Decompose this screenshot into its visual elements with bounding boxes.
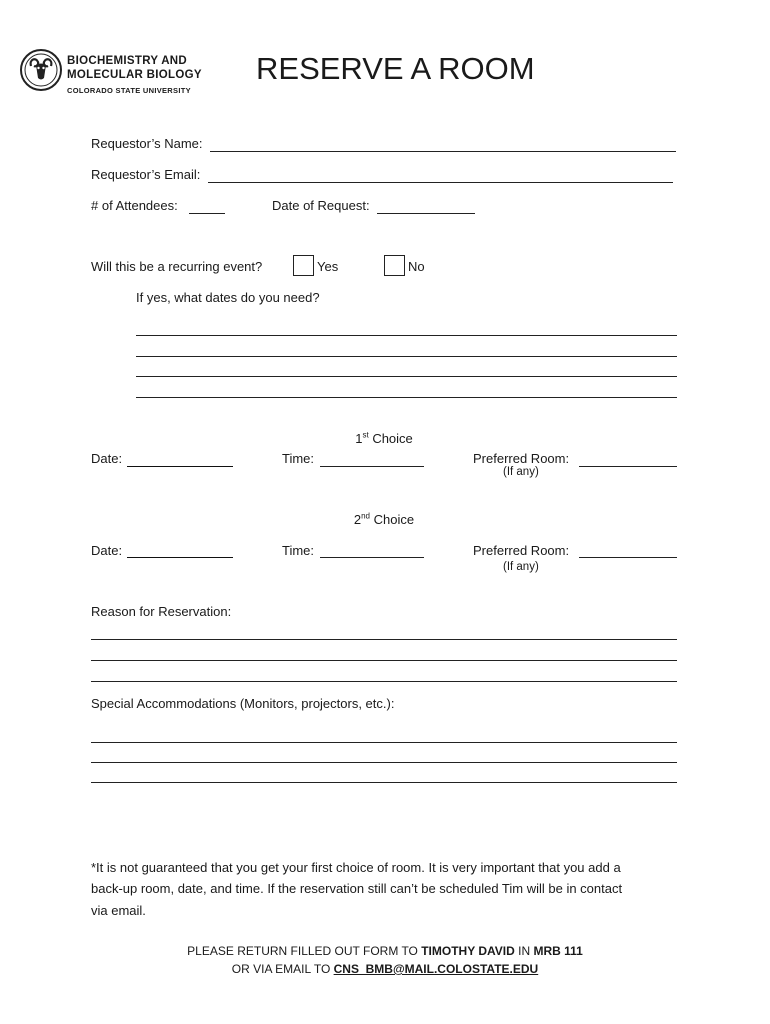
contact-name: TIMOTHY DAVID — [421, 944, 515, 958]
second-choice-room-label: Preferred Room: — [473, 543, 570, 558]
first-choice-if-any: (If any) — [503, 466, 539, 478]
special-accommodations-line[interactable] — [91, 762, 677, 763]
reason-label: Reason for Reservation: — [91, 604, 232, 619]
logo-line-2: MOLECULAR BIOLOGY — [67, 69, 202, 81]
recurring-dates-line[interactable] — [136, 335, 677, 336]
second-choice-date-line[interactable] — [127, 557, 233, 558]
first-choice-heading — [334, 431, 434, 446]
first-choice-room-label: Preferred Room: — [473, 451, 570, 466]
note-line-3: via email. — [91, 903, 146, 918]
requestor-email-line[interactable] — [208, 182, 673, 183]
return-prefix: PLEASE RETURN FILLED OUT FORM TO — [187, 944, 422, 958]
first-choice-suffix: st — [362, 430, 369, 440]
recurring-dates-line[interactable] — [136, 397, 677, 398]
recurring-dates-prompt: If yes, what dates do you need? — [136, 290, 320, 305]
second-choice-time-line[interactable] — [320, 557, 424, 558]
email-prefix: OR VIA EMAIL TO — [231, 962, 334, 976]
reason-line[interactable] — [91, 660, 677, 661]
email-instructions — [0, 962, 770, 976]
recurring-dates-line[interactable] — [136, 376, 677, 377]
first-choice-date-line[interactable] — [127, 466, 233, 467]
page-title: RESERVE A ROOM — [256, 51, 535, 86]
no-checkbox[interactable] — [384, 255, 405, 276]
requestor-name-label: Requestor’s Name: — [91, 136, 203, 151]
yes-checkbox[interactable] — [293, 255, 314, 276]
recurring-dates-line[interactable] — [136, 356, 677, 357]
requestor-email-label: Requestor’s Email: — [91, 167, 201, 182]
date-of-request-label: Date of Request: — [272, 198, 370, 213]
reason-line[interactable] — [91, 681, 677, 682]
date-of-request-line[interactable] — [377, 213, 475, 214]
second-choice-suffix: nd — [361, 511, 371, 521]
first-choice-ordinal: 1 — [355, 431, 363, 446]
second-choice-date-label: Date: — [91, 543, 123, 558]
return-mid: IN — [514, 944, 534, 958]
contact-room: MRB 111 — [533, 944, 583, 958]
second-choice-if-any: (If any) — [503, 561, 539, 573]
first-choice-time-line[interactable] — [320, 466, 424, 467]
note-line-2: back-up room, date, and time. If the reservation still can’t be scheduled Tim will be in contact — [91, 881, 623, 896]
second-choice-ordinal: 2 — [353, 512, 362, 527]
yes-label: Yes — [317, 259, 339, 274]
first-choice-time-label: Time: — [282, 451, 315, 466]
reason-line[interactable] — [91, 639, 677, 640]
no-label: No — [408, 259, 425, 274]
special-accommodations-line[interactable] — [91, 742, 677, 743]
return-instructions — [0, 944, 770, 958]
special-accommodations-label: Special Accommodations (Monitors, projectors, etc.): — [91, 696, 395, 711]
second-choice-word: Choice — [373, 512, 415, 527]
special-accommodations-line[interactable] — [91, 782, 677, 783]
first-choice-word: Choice — [372, 431, 413, 446]
logo-line-1: BIOCHEMISTRY AND — [67, 55, 188, 67]
second-choice-room-line[interactable] — [579, 557, 677, 558]
requestor-name-line[interactable] — [210, 151, 676, 152]
attendees-line[interactable] — [189, 213, 225, 214]
recurring-question: Will this be a recurring event? — [91, 259, 263, 274]
first-choice-date-label: Date: — [91, 451, 123, 466]
attendees-label: # of Attendees: — [91, 198, 178, 213]
first-choice-room-line[interactable] — [579, 466, 677, 467]
contact-email-link[interactable]: CNS_BMB@MAIL.COLOSTATE.EDU — [333, 962, 539, 976]
ram-seal-icon — [20, 49, 62, 91]
second-choice-time-label: Time: — [282, 543, 315, 558]
logo-line-3: COLORADO STATE UNIVERSITY — [67, 86, 191, 95]
second-choice-heading — [334, 512, 434, 527]
note-line-1: *It is not guaranteed that you get your first choice of room. It is very important that you add a — [91, 860, 621, 875]
